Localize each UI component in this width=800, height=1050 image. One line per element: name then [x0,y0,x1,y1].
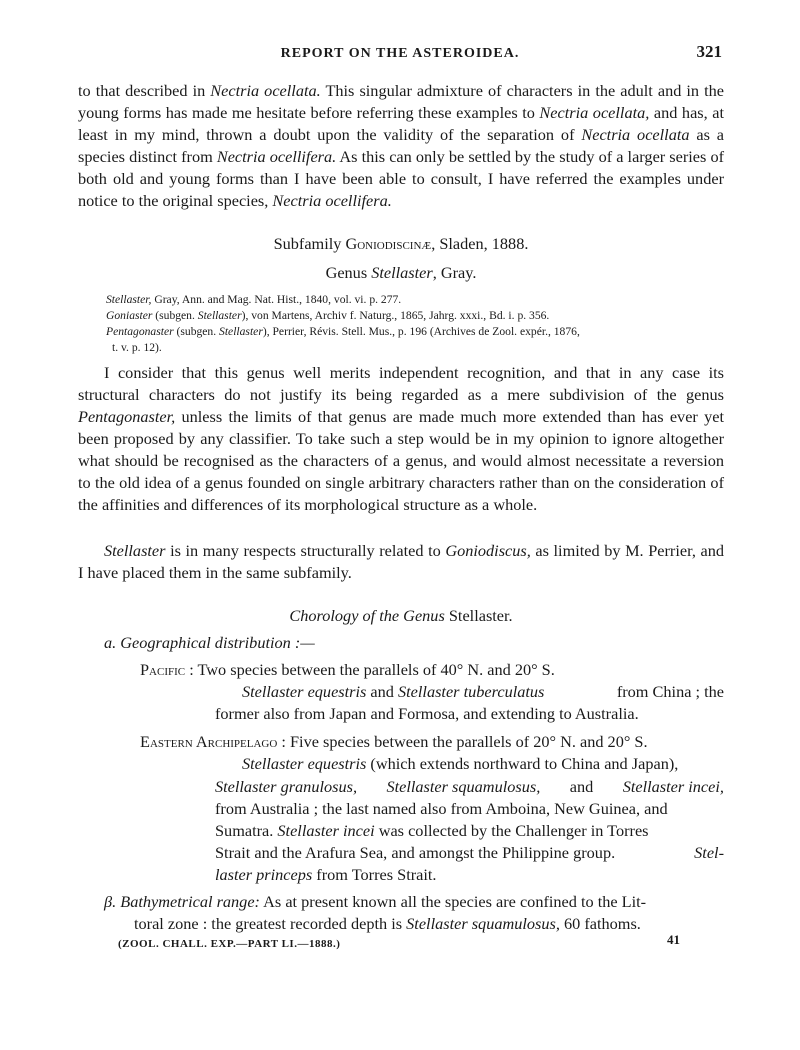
paragraph-stellaster-relation [78,540,724,584]
chorology-section [78,632,724,932]
paragraph-text: Stellaster is in many respects structurally related to Goniodiscus, as limited by M. Perrier, and I have placed them in the same subfamily. [78,541,724,582]
paragraph-nectria [78,80,724,212]
reference-line: Goniaster (subgen. Stellaster), von Martens, Archiv f. Naturg., 1865, Jahrg. xxxi., Bd. i. p. 356. [106,309,550,322]
eastern-strait-line: Strait and the Arafura Sea, and amongst the Philippine group. Stel- [215,843,724,862]
pacific-range-line: former also from Japan and Formosa, and extending to Australia. [215,704,639,723]
paragraph-text: I consider that this genus well merits independent recognition, and that in any case its structural characters do not justify its being regarded as a mere subdivision of the genus Pentagonaster, unless the limits of that genus are made much more extended than has ever yet been proposed by any classifier. To take such a step would be in my opinion to ignore altogether what should be recognised as the characters of a genus, and would almost necessitate a reversion to the old idea of a genus founded on single arbitrary characters rather than on the consideration of the affinities and differences of its morphological structure as a whole. [78,363,724,514]
reference-line: Stellaster, Gray, Ann. and Mag. Nat. Hist., 1840, vol. vi. p. 277. [106,293,402,306]
page-number: 321 [696,42,722,61]
paragraph-genus-recognition [78,362,724,516]
synonymy-references [106,292,724,356]
eastern-species-line-2: Stellaster granulosus, Stellaster squamulosus, and Stellaster incei, [215,777,724,796]
alpha-heading: a. Geographical distribution :— [104,633,315,652]
footer-signature: (ZOOL. CHALL. EXP.—PART LI.—1888.) [118,938,341,950]
reference-line: Pentagonaster (subgen. Stellaster), Perrier, Révis. Stell. Mus., p. 196 (Archives de Zool. expér., 1876, [106,325,580,338]
eastern-line: Eastern Archipelago : Five species between the parallels of 20° N. and 20° S. [140,732,648,751]
reference-line: t. v. p. 12). [112,341,162,354]
eastern-range-line: from Australia ; the last named also from Amboina, New Guinea, and [215,799,668,818]
running-head [78,42,722,66]
running-title: REPORT ON THE ASTEROIDEA. [280,46,520,61]
beta-heading: β. Bathymetrical range: As at present known all the species are confined to the Lit- [104,892,647,911]
eastern-challenger-line: Sumatra. Stellaster incei was collected by the Challenger in Torres [215,821,649,840]
eastern-species-line: Stellaster equestris (which extends northward to China and Japan), [242,754,679,773]
paragraph-text: to that described in Nectria ocellata. This singular admixture of characters in the adult and in the young forms has made me hesitate before referring these examples to Nectria ocellata, and has, at least in my mind, thrown a doubt upon the validity of the separation of Nectria ocellata as a species distinct from Nectria ocellifera. As this can only be settled by the study of a larger series of both old and young forms than I have been able to consult, I have referred the examples under notice to the original species, Nectria ocellifera. [78,81,725,210]
subfamily-heading: Subfamily Goniodiscinæ, Sladen, 1888. [273,234,529,253]
page-footer [118,934,680,952]
eastern-princeps-line: laster princeps from Torres Strait. [215,865,437,884]
pacific-species-line: Stellaster equestris and Stellaster tuberculatus from China ; the [242,682,724,701]
pacific-line: Pacific : Two species between the parallels of 40° N. and 20° S. [140,660,555,679]
footer-sheet-number: 41 [667,932,680,947]
beta-depth-line: toral zone : the greatest recorded depth is Stellaster squamulosus, 60 fathoms. [134,914,641,933]
chorology-heading: Chorology of the Genus Stellaster. [289,606,513,625]
genus-heading: Genus Stellaster, Gray. [325,263,477,282]
